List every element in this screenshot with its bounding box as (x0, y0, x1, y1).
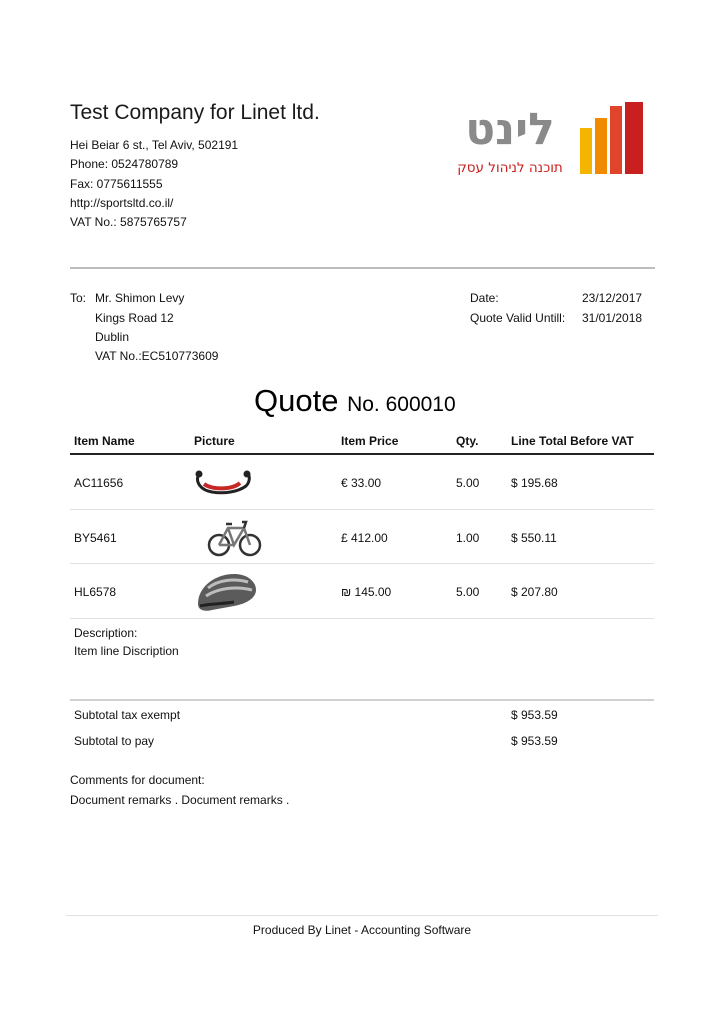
description-text: Item line Discription (74, 644, 179, 658)
row-3-qty: 5.00 (456, 585, 480, 599)
company-address: Hei Beiar 6 st., Tel Aviv, 502191 (70, 138, 239, 152)
company-name: Test Company for Linet ltd. (70, 101, 320, 124)
logo-tagline: תוכנה לניהול עסק (457, 160, 563, 176)
logo-bar-1 (580, 128, 592, 144)
row-3-total: $ 207.80 (511, 585, 558, 599)
row-2-qty: 1.00 (456, 531, 480, 545)
row-1-item-name: AC11656 (74, 476, 124, 490)
row-divider (70, 563, 654, 564)
header-item-name: Item Name (74, 434, 135, 448)
valid-until-value: 31/01/2018 (582, 311, 643, 325)
company-website: http://sportsltd.co.il/ (70, 196, 174, 210)
logo-bar-2 (595, 118, 607, 144)
row-1-total: $ 195.68 (511, 476, 558, 490)
footer-divider (66, 915, 658, 916)
table-header-rule (70, 453, 654, 455)
subtotal-pay-label: Subtotal to pay (74, 734, 155, 748)
footer-text: Produced By Linet - Accounting Software (252, 923, 472, 937)
bicycle-icon (206, 514, 262, 558)
subtotal-pay-value: $ 953.59 (511, 734, 558, 748)
row-2-item-name: BY5461 (74, 531, 117, 545)
row-divider (70, 509, 654, 510)
row-3-price: ₪ 145.00 (341, 585, 392, 599)
linet-logo (444, 98, 648, 178)
logo-bar-3 (610, 106, 622, 144)
comments-text: Document remarks . Document remarks . (70, 793, 290, 807)
header-divider (70, 267, 655, 269)
company-vat: VAT No.: 5875765757 (70, 215, 187, 229)
row-1-price: € 33.00 (341, 476, 382, 490)
valid-until-label: Quote Valid Untill: (470, 311, 566, 325)
date-label: Date: (470, 291, 499, 305)
subtotal-exempt-value: $ 953.59 (511, 708, 558, 722)
logo-bar-4 (625, 102, 643, 174)
document-title (254, 383, 456, 419)
date-value: 23/12/2017 (582, 291, 643, 305)
header-line-total: Line Total Before VAT (511, 434, 634, 448)
recipient-vat: VAT No.:EC510773609 (95, 349, 219, 363)
recipient-city: Dublin (95, 330, 130, 344)
quote-word: Quote (254, 383, 339, 418)
to-label: To: (70, 291, 87, 305)
row-2-price: £ 412.00 (341, 531, 388, 545)
comments-label: Comments for document: (70, 773, 205, 787)
recipient-name: Mr. Shimon Levy (95, 291, 185, 305)
header-picture: Picture (194, 434, 235, 448)
row-2-total: $ 550.11 (511, 531, 557, 545)
totals-divider (70, 699, 654, 701)
company-phone: Phone: 0524780789 (70, 157, 179, 171)
logo-wordmark: לינט (465, 104, 555, 155)
subtotal-exempt-label: Subtotal tax exempt (74, 708, 181, 722)
company-fax: Fax: 0775611555 (70, 177, 163, 191)
helmet-icon (194, 570, 258, 614)
row-divider (70, 618, 654, 619)
description-label: Description: (74, 626, 138, 640)
row-1-qty: 5.00 (456, 476, 480, 490)
recipient-street: Kings Road 12 (95, 311, 174, 325)
quote-number: No. 600010 (347, 393, 456, 416)
header-qty: Qty. (456, 434, 479, 448)
headphones-icon (192, 466, 254, 498)
header-item-price: Item Price (341, 434, 399, 448)
row-3-item-name: HL6578 (74, 585, 117, 599)
